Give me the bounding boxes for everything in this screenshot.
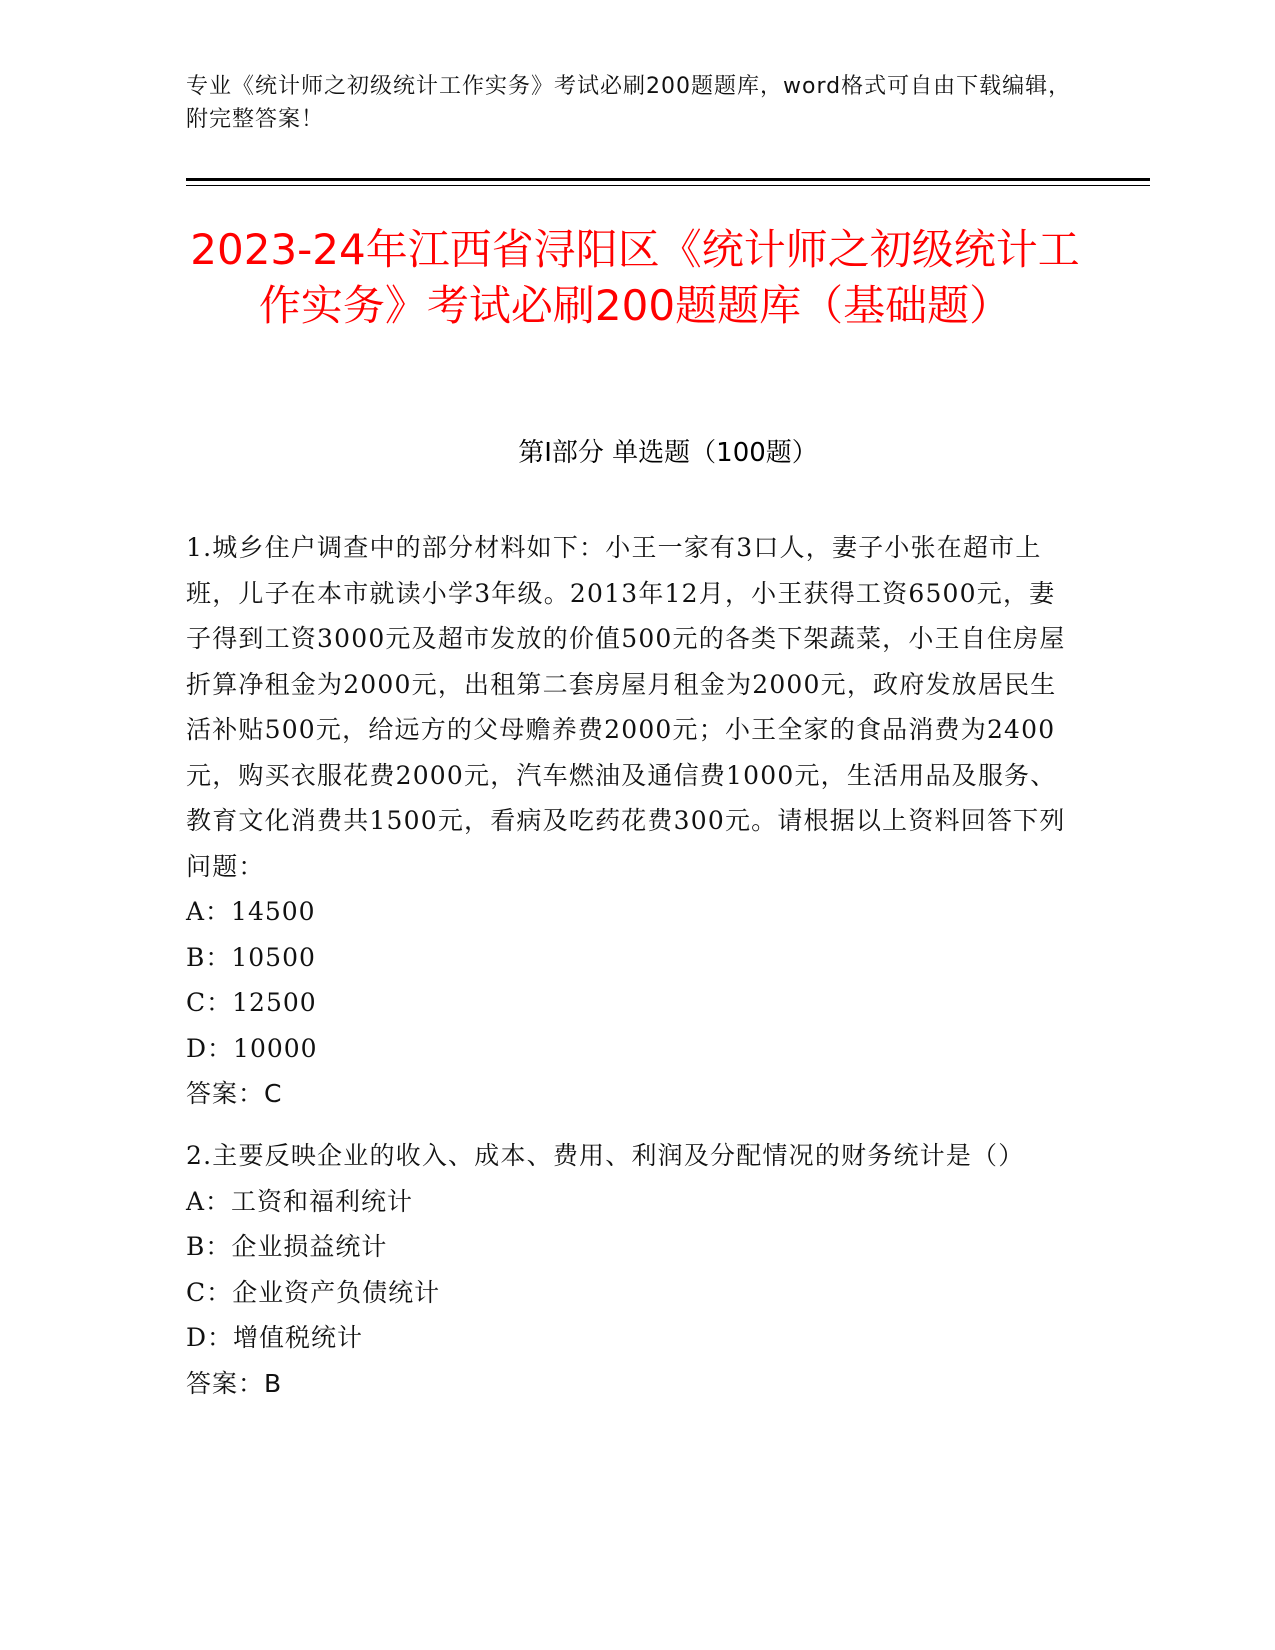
header-note: 专业《统计师之初级统计工作实务》考试必刷200题题库，word格式可自由下载编辑，附完整答案！ — [186, 74, 1072, 132]
option-b: B：10500 — [186, 942, 316, 972]
option-b: B：企业损益统计 — [186, 1232, 388, 1261]
question-stem: 2.主要反映企业的收入、成本、费用、利润及分配情况的财务统计是（） — [186, 1141, 1025, 1170]
option-d: D：增值税统计 — [186, 1323, 364, 1352]
header-rule-thick — [186, 178, 1150, 181]
question-stem: 1.城乡住户调查中的部分材料如下：小王一家有3口人，妻子小张在超市上班，儿子在本市就读小学3年级。2013年12月，小王获得工资6500元，妻子得到工资3000元及超市发放的价值500元的各类下架蔬菜，小王自住房屋折算净租金为2000元，出租第二套房屋月租金为2000元，政府发放居民生活补贴500元，给远方的父母赡养费2000元；小王全家的食品消费为2400元，购买衣服花费2000元，汽车燃油及通信费1000元，生活用品及服务、教育文化消费共1500元，看病及吃药花费300元。请根据以上资料回答下列问题： — [186, 533, 1066, 881]
answer: 答案：B — [186, 1368, 283, 1398]
option-c: C：企业资产负债统计 — [186, 1277, 441, 1307]
header-rule-thin — [186, 185, 1150, 186]
option-c: C：12500 — [186, 988, 317, 1017]
question-2 — [186, 1133, 1076, 1406]
option-d: D：10000 — [186, 1033, 318, 1063]
question-1 — [186, 525, 1076, 1117]
section-title: 第I部分 单选题（100题） — [518, 438, 818, 468]
document-title: 2023-24年江西省浔阳区《统计师之初级统计工作实务》考试必刷200题题库（基础题） — [190, 225, 1080, 330]
option-a: A：工资和福利统计 — [186, 1186, 414, 1216]
option-a: A：14500 — [186, 897, 316, 926]
answer: 答案：C — [186, 1079, 283, 1108]
